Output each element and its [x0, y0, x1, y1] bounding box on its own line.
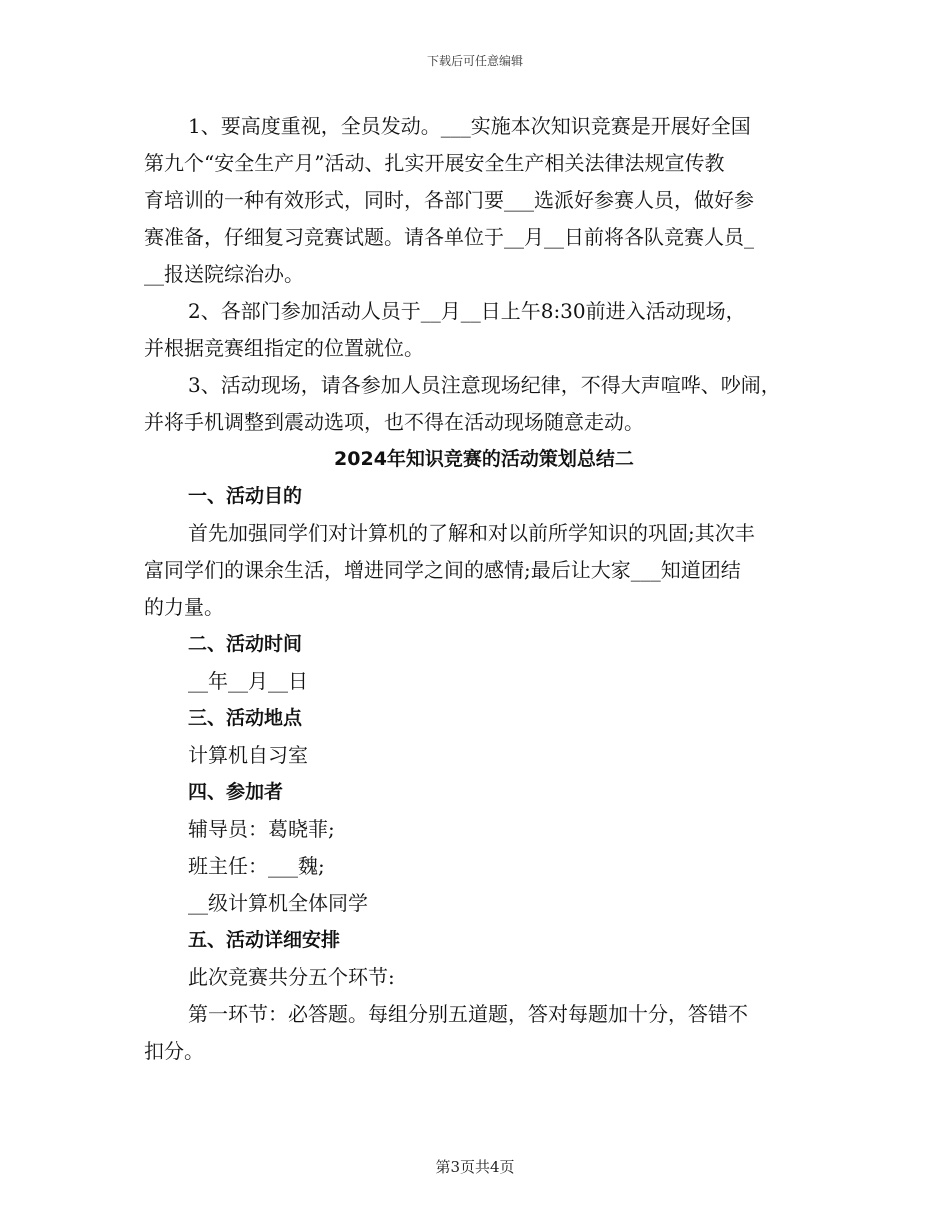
text-line: 辅导员：葛晓菲;	[188, 817, 335, 841]
text-line: 赛准备，仔细复习竞赛试题。请各单位于__月__日前将各队竞赛人员_	[144, 225, 754, 249]
text-line: 的力量。	[144, 595, 224, 619]
document-body	[144, 108, 824, 1070]
text-line: 第一环节：必答题。每组分别五道题，答对每题加十分，答错不	[188, 1002, 748, 1026]
text-line: 第九个“安全生产月”活动、扎实开展安全生产相关法律法规宣传教	[144, 151, 725, 175]
text-line: __报送院综治办。	[144, 262, 304, 286]
page-header-note: 下载后可任意编辑	[426, 54, 523, 68]
text-line: 3、活动现场，请各参加人员注意现场纪律，不得大声喧哗、吵闹，	[188, 373, 781, 397]
text-line: 计算机自习室	[188, 743, 308, 767]
heading-purpose: 一、活动目的	[188, 485, 303, 507]
heading-schedule: 五、活动详细安排	[188, 929, 341, 951]
text-line: 育培训的一种有效形式，同时，各部门要___选派好参赛人员，做好参	[144, 188, 754, 212]
heading-place: 三、活动地点	[188, 707, 303, 729]
text-line: 并将手机调整到震动选项，也不得在活动现场随意走动。	[144, 410, 644, 434]
text-line: __年__月__日	[188, 669, 308, 693]
heading-time: 二、活动时间	[188, 633, 303, 655]
text-line: 并根据竞赛组指定的位置就位。	[144, 336, 424, 360]
text-line: 扣分。	[144, 1039, 204, 1063]
text-line: __级计算机全体同学	[188, 891, 368, 915]
text-line: 1、要高度重视，全员发动。___实施本次知识竞赛是开展好全国	[188, 114, 751, 138]
section-title: 2024年知识竞赛的活动策划总结二	[334, 448, 634, 470]
text-line: 此次竞赛共分五个环节:	[188, 965, 395, 989]
text-line: 首先加强同学们对计算机的了解和对以前所学知识的巩固;其次丰	[188, 521, 755, 545]
text-line: 2、各部门参加活动人员于__月__日上午8:30前进入活动现场，	[188, 299, 746, 323]
page-number: 第3页共4页	[435, 1158, 515, 1176]
heading-participants: 四、参加者	[188, 781, 284, 803]
text-line: 富同学们的课余生活，增进同学之间的感情;最后让大家___知道团结	[144, 558, 741, 582]
text-line: 班主任：___魏;	[188, 854, 325, 878]
